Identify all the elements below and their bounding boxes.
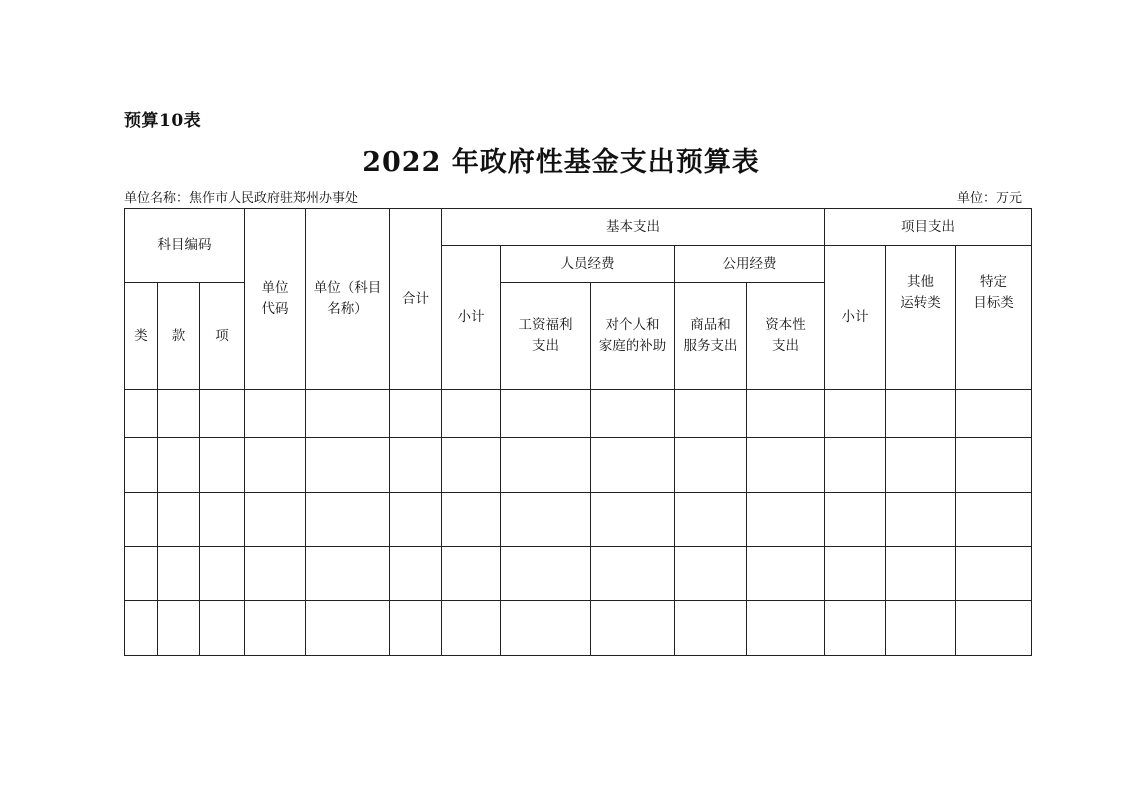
table-cell [956, 547, 1032, 601]
table-cell [675, 390, 747, 438]
header-goods-services: 商品和 服务支出 [675, 283, 747, 390]
header-kuan: 款 [158, 283, 200, 390]
header-total: 合计 [390, 209, 442, 390]
table-cell [442, 547, 501, 601]
header-personnel-funds: 人员经费 [501, 246, 675, 283]
table-cell [442, 438, 501, 493]
header-project-expenditure: 项目支出 [825, 209, 1032, 246]
table-cell [501, 493, 591, 547]
table-cell [125, 601, 158, 656]
table-cell [245, 390, 306, 438]
table-cell [591, 601, 675, 656]
table-cell [501, 547, 591, 601]
table-cell [390, 438, 442, 493]
table-cell [886, 438, 956, 493]
header-unit-name: 单位（科目 名称） [306, 209, 390, 390]
table-cell [390, 547, 442, 601]
table-cell [886, 493, 956, 547]
table-cell [390, 390, 442, 438]
header-public-funds: 公用经费 [675, 246, 825, 283]
table-cell [675, 438, 747, 493]
table-cell [675, 547, 747, 601]
table-cell [747, 547, 825, 601]
unit-name-label: 单位名称：焦作市人民政府驻郑州办事处 [124, 191, 359, 206]
table-cell [956, 493, 1032, 547]
table-row [125, 390, 1032, 438]
table-cell [306, 390, 390, 438]
header-salary-welfare: 工资福利 支出 [501, 283, 591, 390]
table-cell [306, 493, 390, 547]
table-cell [825, 601, 886, 656]
table-row [125, 547, 1032, 601]
table-cell [125, 390, 158, 438]
table-cell [501, 438, 591, 493]
table-cell [158, 493, 200, 547]
table-cell [591, 493, 675, 547]
table-cell [825, 547, 886, 601]
table-cell [125, 493, 158, 547]
table-cell [442, 390, 501, 438]
header-subsidy-individual: 对个人和 家庭的补助 [591, 283, 675, 390]
header-capital: 资本性 支出 [747, 283, 825, 390]
table-cell [125, 438, 158, 493]
table-cell [591, 547, 675, 601]
table-cell [245, 493, 306, 547]
table-cell [501, 390, 591, 438]
table-cell [501, 601, 591, 656]
table-cell [158, 547, 200, 601]
table-cell [886, 601, 956, 656]
header-subject-code: 科目编码 [125, 209, 245, 283]
header-basic-expenditure: 基本支出 [442, 209, 825, 246]
table-cell [747, 493, 825, 547]
table-cell [125, 547, 158, 601]
table-cell [158, 390, 200, 438]
table-cell [675, 493, 747, 547]
budget-table [124, 208, 1032, 656]
table-cell [747, 601, 825, 656]
table-cell [200, 438, 245, 493]
table-row [125, 438, 1032, 493]
table-cell [390, 493, 442, 547]
table-cell [442, 601, 501, 656]
header-special-target: 特定 目标类 [956, 246, 1032, 390]
currency-unit-label: 单位：万元 [956, 191, 1022, 206]
table-cell [747, 390, 825, 438]
table-cell [956, 438, 1032, 493]
header-unit-code: 单位 代码 [245, 209, 306, 390]
table-cell [306, 601, 390, 656]
table-cell [442, 493, 501, 547]
table-cell [825, 438, 886, 493]
table-cell [825, 390, 886, 438]
header-lei: 类 [125, 283, 158, 390]
table-cell [675, 601, 747, 656]
table-cell [591, 390, 675, 438]
table-cell [956, 390, 1032, 438]
table-row [125, 493, 1032, 547]
header-basic-subtotal: 小计 [442, 246, 501, 390]
header-project-subtotal: 小计 [825, 246, 886, 390]
table-cell [956, 601, 1032, 656]
table-cell [245, 547, 306, 601]
table-cell [158, 601, 200, 656]
table-cell [245, 438, 306, 493]
table-cell [886, 390, 956, 438]
table-cell [886, 547, 956, 601]
table-cell [200, 493, 245, 547]
table-cell [200, 601, 245, 656]
header-other-operation: 其他 运转类 [886, 246, 956, 390]
table-number: 预算10表 [124, 111, 202, 131]
table-cell [158, 438, 200, 493]
page-title: 2022 年政府性基金支出预算表 [362, 147, 760, 178]
table-cell [200, 390, 245, 438]
table-cell [825, 493, 886, 547]
table-cell [306, 547, 390, 601]
table-cell [200, 547, 245, 601]
table-cell [306, 438, 390, 493]
header-xiang: 项 [200, 283, 245, 390]
table-cell [245, 601, 306, 656]
table-cell [747, 438, 825, 493]
table-row [125, 601, 1032, 656]
table-cell [591, 438, 675, 493]
table-cell [390, 601, 442, 656]
